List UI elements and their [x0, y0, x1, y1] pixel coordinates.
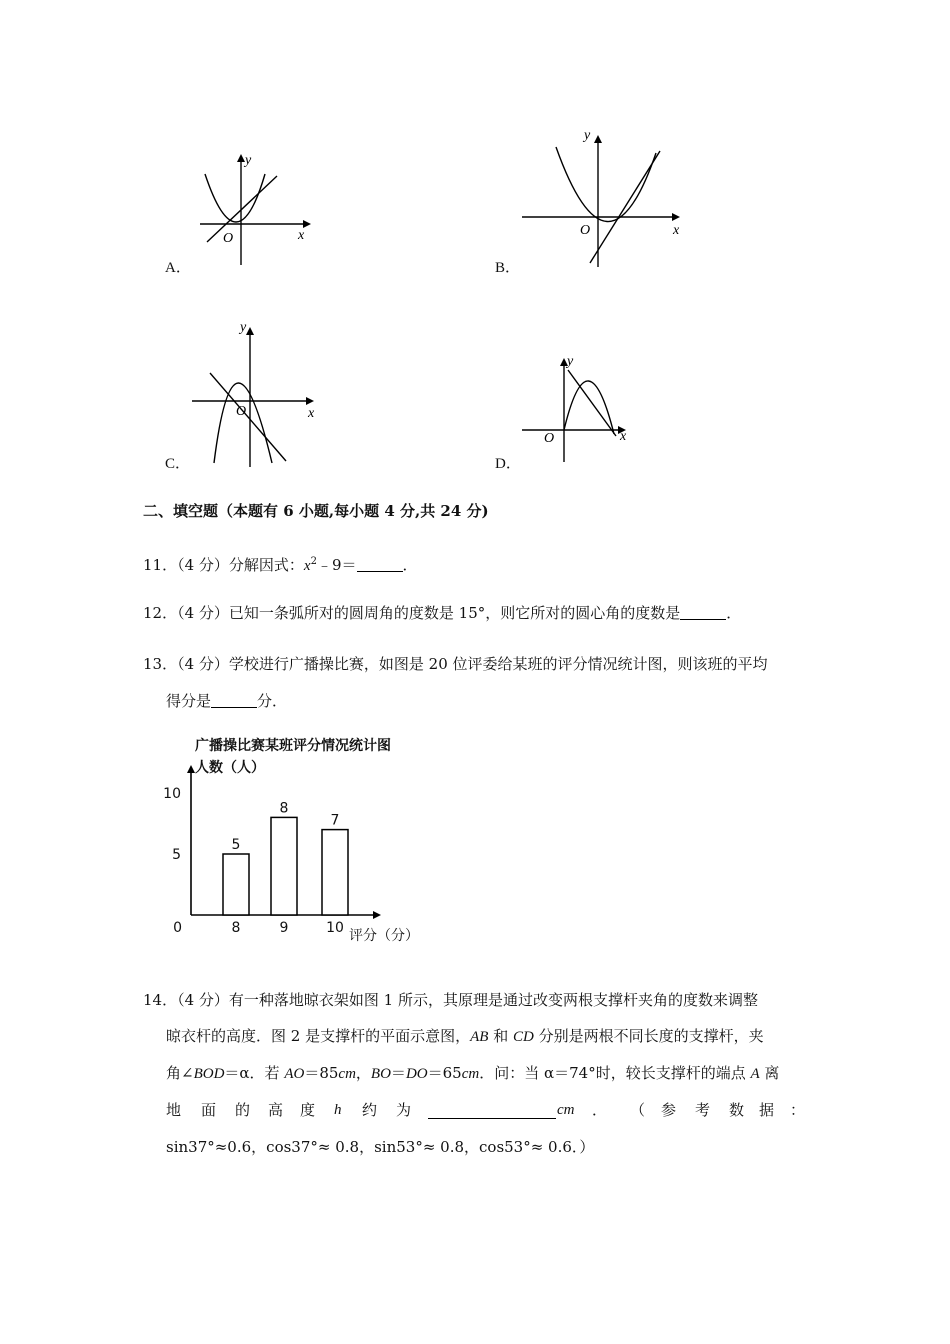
origin-label: O	[236, 404, 247, 419]
question-14-line-1	[143, 989, 758, 1011]
q13-number: 13．	[143, 655, 178, 673]
q14-line1-text: 有一种落地晾衣架如图 1 所示，其原理是通过改变两根支撑杆夹角的度数来调整	[228, 991, 758, 1009]
graph-option-d	[520, 350, 650, 465]
parabola	[564, 381, 614, 434]
q14-answer-blank[interactable]	[428, 1104, 556, 1119]
q14-line3-g: ，	[355, 1064, 371, 1082]
question-14-line-5: sin37°≈0.6，cos37°≈ 0.8，sin53°≈ 0.8，cos53°≈ 0.6．）	[166, 1138, 595, 1156]
q14-cm-1: cm	[338, 1066, 356, 1082]
chart-bar	[223, 854, 249, 915]
x-axis-label: x	[298, 228, 305, 243]
q14-a: A	[750, 1066, 760, 1082]
option-c-label: C．	[165, 456, 191, 472]
chart-y-tick-label: 0	[173, 920, 182, 936]
chart-category-label: 8	[231, 920, 241, 936]
chart-category-label: 10	[326, 920, 344, 936]
q14-number: 14．	[143, 991, 178, 1009]
q13-line2-end: 分．	[257, 692, 288, 710]
q14-ref-word: 参	[661, 1101, 677, 1119]
q13-score: （4 分）	[177, 655, 229, 673]
chart-bar-value-label: 8	[279, 800, 289, 817]
q11-number: 11．	[143, 556, 178, 574]
q14-line3-a: 角∠	[166, 1064, 194, 1082]
q11-end: ．	[402, 556, 418, 574]
x-axis-label: x	[308, 406, 315, 421]
x-axis-label: x	[673, 223, 680, 238]
chart-y-tick-label: 5	[172, 847, 181, 863]
q14-line4-word: 约	[362, 1101, 378, 1119]
parabola	[214, 383, 272, 463]
q14-ref-word: 考	[695, 1101, 711, 1119]
origin-label: O	[580, 223, 591, 238]
bar-chart	[155, 730, 445, 950]
q14-line4-dot: ．	[592, 1101, 608, 1119]
section-title: 二、填空题（本题有 6 小题,每小题 4 分,共 24 分)	[143, 502, 489, 520]
chart-y-axis-arrow	[187, 765, 195, 773]
q14-ao: AO	[284, 1066, 305, 1082]
q14-cd: CD	[512, 1029, 534, 1045]
q14-line3-c: ＝α．若	[224, 1064, 285, 1082]
q14-line2-e: 分别是两根不同长度的支撑杆，夹	[533, 1027, 764, 1045]
q14-line3-i: ＝	[390, 1064, 406, 1082]
q14-line4-word: 地	[166, 1101, 182, 1119]
q14-line3-o: 离	[759, 1064, 780, 1082]
q13-answer-blank[interactable]	[211, 693, 257, 708]
q14-ref-word: ：	[790, 1101, 806, 1119]
line	[568, 370, 616, 436]
q11-text: 分解因式：	[228, 556, 304, 574]
q14-line2-a: 晾衣杆的高度．图 2 是支撑杆的平面示意图，	[166, 1027, 471, 1045]
q14-line3-e: ＝85	[304, 1064, 339, 1082]
chart-bar-value-label: 5	[231, 837, 241, 853]
q12-end: ．	[726, 604, 742, 622]
chart-bar	[271, 817, 297, 915]
q14-score: （4 分）	[177, 991, 229, 1009]
q14-line4-word: 高	[268, 1101, 284, 1119]
q12-text: 已知一条弧所对的圆周角的度数是 15°，则它所对的圆心角的度数是	[228, 604, 681, 622]
q14-h: h	[334, 1102, 342, 1118]
option-d-label: D．	[495, 456, 521, 472]
q14-bo: BO	[370, 1066, 391, 1082]
q11-answer-blank[interactable]	[357, 557, 403, 572]
q14-ref-word: （	[630, 1101, 646, 1119]
q11-exponent: 2	[310, 556, 317, 567]
q12-number: 12．	[143, 604, 178, 622]
y-axis-label: y	[567, 354, 574, 369]
parabola	[556, 147, 656, 222]
chart-y-label: 人数（人）	[195, 760, 265, 776]
question-14-line-2	[166, 1025, 764, 1048]
graph-option-b	[520, 125, 690, 270]
q14-unit: cm	[557, 1102, 575, 1118]
origin-label: O	[223, 231, 234, 246]
q12-score: （4 分）	[177, 604, 229, 622]
chart-bar-value-label: 7	[330, 812, 340, 829]
q11-variable: x	[303, 558, 311, 574]
y-axis-label: y	[245, 153, 252, 168]
y-axis-label: y	[584, 128, 591, 143]
chart-bar	[322, 830, 348, 915]
option-a-label: A．	[165, 260, 191, 276]
chart-category-label: 9	[279, 920, 289, 936]
line	[590, 151, 660, 263]
q13-line2-start: 得分是	[166, 692, 212, 710]
y-axis-label: y	[240, 320, 247, 335]
q14-line4-word: 的	[235, 1101, 251, 1119]
q14-line4-word: 面	[201, 1101, 217, 1119]
question-13-line-2	[166, 690, 287, 712]
x-axis-label: x	[620, 429, 627, 444]
graph-option-a	[195, 150, 315, 270]
q14-ab: AB	[470, 1029, 489, 1045]
chart-y-tick-label: 10	[163, 786, 181, 802]
q12-answer-blank[interactable]	[680, 605, 726, 620]
q14-line4-word: 度	[300, 1101, 316, 1119]
line	[207, 176, 277, 242]
q13-text: 学校进行广播操比赛，如图是 20 位评委给某班的评分情况统计图，则该班的平均	[228, 655, 768, 673]
q14-do: DO	[405, 1066, 428, 1082]
option-b-label: B．	[495, 260, 521, 276]
q14-ref-word: 数	[729, 1101, 745, 1119]
question-12	[143, 602, 741, 624]
q14-line2-c: 和	[488, 1027, 513, 1045]
chart-title: 广播操比赛某班评分情况统计图	[195, 738, 391, 754]
question-11	[143, 551, 418, 577]
question-14-line-3	[166, 1062, 779, 1085]
q14-ref-word: 据	[759, 1101, 775, 1119]
graph-option-c	[190, 315, 330, 470]
q14-cm-2: cm	[461, 1066, 480, 1082]
chart-x-label: 评分（分）	[349, 928, 419, 944]
q11-score: （4 分）	[177, 556, 229, 574]
q14-line4-word: 为	[396, 1101, 412, 1119]
q14-line3-k: ＝65	[427, 1064, 462, 1082]
origin-label: O	[544, 431, 555, 446]
q14-line3-m: ．问：当 α＝74°时，较长支撑杆的端点	[479, 1064, 751, 1082]
question-13-line-1	[143, 653, 768, 675]
q11-rest: ﹣9＝	[316, 556, 357, 574]
q14-bod: BOD	[193, 1066, 225, 1082]
chart-x-axis-arrow	[373, 911, 381, 919]
